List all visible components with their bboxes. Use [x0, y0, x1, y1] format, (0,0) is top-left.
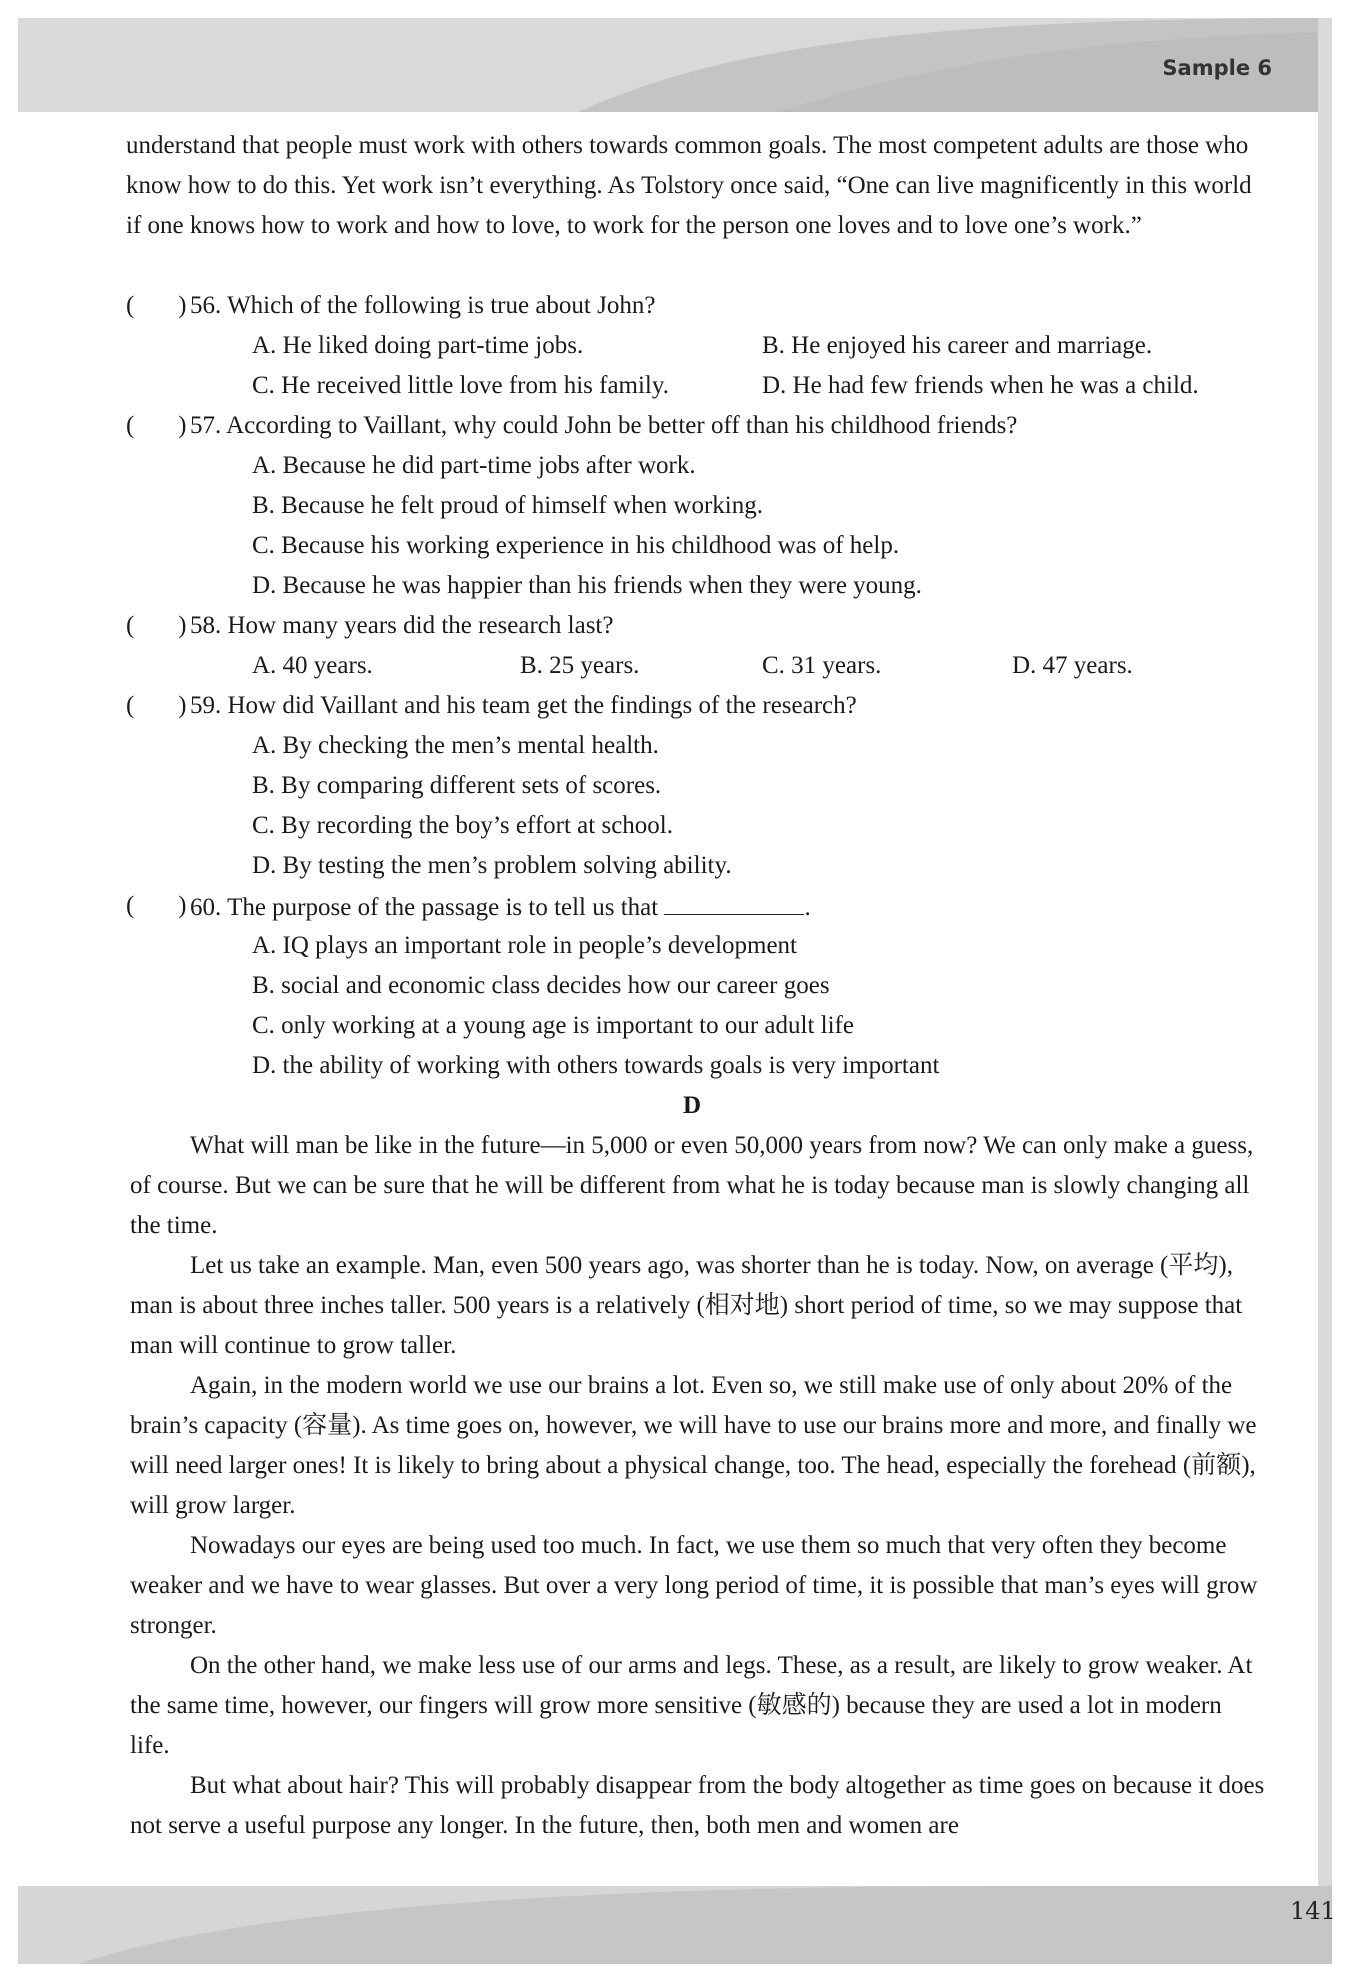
option-b: B. By comparing different sets of scores. [252, 772, 662, 799]
option-d: D. He had few friends when he was a child. [762, 372, 1199, 399]
option-d: D. the ability of working with others towards goals is very important [252, 1052, 940, 1079]
option-b: B. social and economic class decides how our career goes [252, 972, 830, 999]
option-a: A. He liked doing part-time jobs. [252, 332, 584, 359]
footer-band [18, 1886, 1332, 1964]
paragraph: Nowadays our eyes are being used too much. In fact, we use them so much that very often they become weaker and we have to wear glasses. But over a very long period of time, it is possible that man’s eyes will grow stronger. [130, 1532, 1258, 1639]
option-a: A. Because he did part-time jobs after work. [252, 452, 696, 479]
option-a: A. 40 years. [252, 652, 373, 679]
paragraph: What will man be like in the future—in 5,000 or even 50,000 years from now? We can only make a guess, of course. But we can be sure that he will be different from what he is today because man is slowly changing all the time. [130, 1132, 1254, 1239]
question-number: 60. [190, 894, 222, 921]
option-c: C. 31 years. [762, 652, 882, 679]
sample-label: Sample 6 [1162, 56, 1272, 80]
option-a: A. By checking the men’s mental health. [252, 732, 659, 759]
question-stem: The purpose of the passage is to tell us that [227, 894, 659, 921]
option-c: C. only working at a young age is important to our adult life [252, 1012, 854, 1039]
answer-blank [664, 886, 804, 915]
paragraph: But what about hair? This will probably disappear from the body altogether as time goes on because it does not serve a useful purpose any longer. In the future, then, both men and women are [130, 1772, 1265, 1839]
option-c: C. Because his working experience in his childhood was of help. [252, 532, 900, 559]
footer-swoosh [18, 1886, 1332, 1964]
question-stem: How many years did the research last? [227, 612, 614, 639]
answer-bracket: ( ) [126, 692, 187, 719]
question-58 [126, 606, 1266, 686]
question-number: 56. [190, 292, 222, 319]
option-b: B. Because he felt proud of himself when working. [252, 492, 763, 519]
passage-d [126, 1126, 1266, 1846]
answer-bracket: ( ) [126, 612, 187, 639]
question-number: 57. [190, 412, 222, 439]
option-d: D. Because he was happier than his friends when they were young. [252, 572, 922, 599]
option-b: B. He enjoyed his career and marriage. [762, 332, 1153, 359]
continuation-paragraph: understand that people must work with others towards common goals. The most competent adults are those who know how to do this. Yet work isn’t everything. As Tolstory once said, “One can live magnificently in this world if one knows how to work and how to love, to work for the person one loves and to love one’s work.” [126, 132, 1252, 239]
option-d: D. 47 years. [1012, 652, 1133, 679]
question-stem-end: . [804, 894, 811, 921]
option-c: C. By recording the boy’s effort at school. [252, 812, 673, 839]
question-57 [126, 406, 1266, 606]
question-60 [126, 886, 1266, 1086]
page-number: 141 [1290, 1897, 1336, 1925]
question-stem: According to Vaillant, why could John be better off than his childhood friends? [226, 412, 1018, 439]
option-a: A. IQ plays an important role in people’s development [252, 932, 798, 959]
question-number: 59. [190, 692, 222, 719]
question-number: 58. [190, 612, 222, 639]
answer-bracket: ( ) [126, 292, 187, 319]
paragraph: Let us take an example. Man, even 500 years ago, was shorter than he is today. Now, on average (平均), man is about three inches taller. 500 years is a relatively (相对地) short period of time, so we may suppose that man will continue to grow taller. [130, 1252, 1243, 1359]
answer-bracket: ( ) [126, 892, 187, 919]
right-margin-strip [1318, 18, 1332, 1964]
option-d: D. By testing the men’s problem solving ability. [252, 852, 732, 879]
header-band [18, 18, 1332, 112]
paragraph: Again, in the modern world we use our brains a lot. Even so, we still make use of only about 20% of the brain’s capacity (容量). As time goes on, however, we will have to use our brains more and more, and finally we will need larger ones! It is likely to bring about a physical change, too. The head, especially the forehead (前额), will grow larger. [130, 1372, 1257, 1519]
paragraph: On the other hand, we make less use of our arms and legs. These, as a result, are likely to grow weaker. At the same time, however, our fingers will grow more sensitive (敏感的) because they are used a lot in modern life. [130, 1652, 1253, 1759]
question-59 [126, 686, 1266, 886]
question-56 [126, 286, 1266, 406]
question-stem: How did Vaillant and his team get the findings of the research? [227, 692, 857, 719]
answer-bracket: ( ) [126, 412, 187, 439]
header-swoosh [18, 18, 1332, 112]
question-stem: Which of the following is true about John? [227, 292, 656, 319]
option-c: C. He received little love from his family. [252, 372, 670, 399]
section-heading: D [682, 1092, 702, 1119]
option-b: B. 25 years. [520, 652, 640, 679]
text-body [126, 126, 1266, 1846]
